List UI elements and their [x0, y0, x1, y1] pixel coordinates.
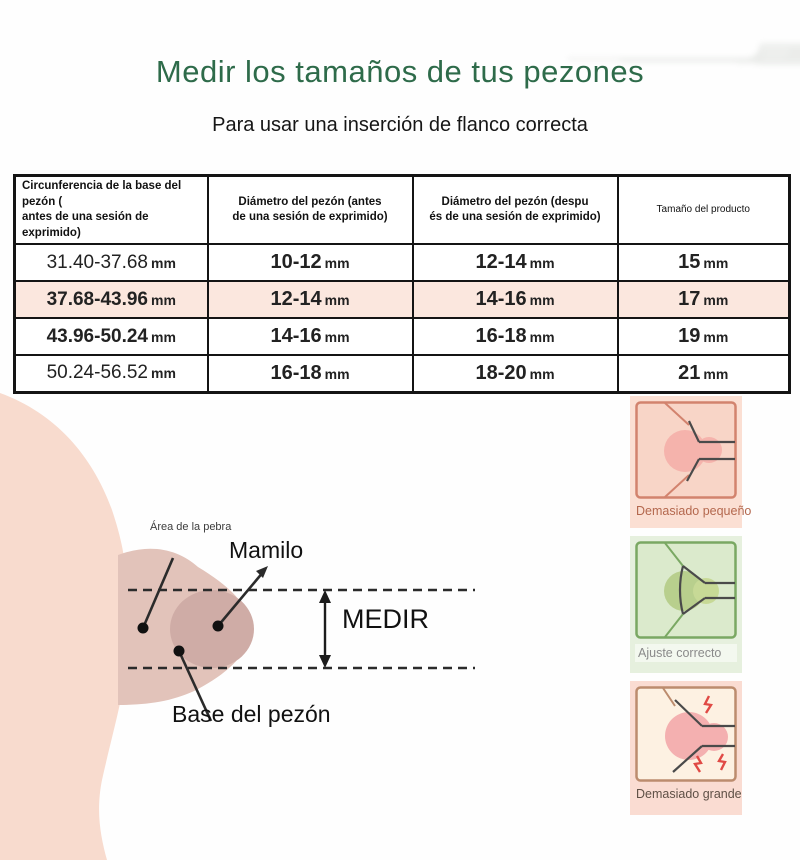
cell-value: 12-14	[475, 251, 527, 274]
cell-diameter-after	[413, 281, 618, 318]
header-line: Tamaño del producto	[656, 204, 750, 216]
cell-value: 10-12	[270, 251, 322, 274]
cell-unit: mm	[324, 365, 350, 382]
cell-diameter-before	[208, 281, 413, 318]
cell-unit: mm	[151, 365, 176, 382]
cell-value: 37.68-43.96	[46, 288, 148, 310]
nipple-label: Mamilo	[229, 537, 304, 563]
breast-measurement-diagram	[0, 385, 560, 860]
cell-unit: mm	[151, 291, 176, 308]
cell-unit: mm	[703, 329, 729, 346]
size-table	[13, 174, 791, 394]
table-row-highlighted	[15, 281, 790, 318]
cell-unit: mm	[151, 254, 176, 271]
cell-circumference	[15, 244, 208, 281]
cell-value: 14-16	[270, 325, 322, 348]
mamilo-leader-arrowhead	[256, 566, 268, 578]
cell-unit: mm	[703, 255, 729, 272]
cell-unit: mm	[703, 292, 729, 309]
table-header-row	[15, 176, 790, 245]
cell-unit: mm	[529, 255, 555, 272]
cell-value: 18-20	[475, 361, 527, 384]
cell-value: 12-14	[270, 288, 322, 311]
table-row	[15, 244, 790, 281]
areola-point	[138, 623, 149, 634]
cell-unit: mm	[529, 365, 555, 382]
cell-unit: mm	[324, 329, 350, 346]
cell-unit: mm	[703, 365, 729, 382]
cell-value: 15	[678, 251, 701, 274]
breast-silhouette	[0, 393, 126, 860]
fit-caption-too-small: Demasiado pequeño	[636, 504, 752, 518]
cell-product-size	[618, 281, 790, 318]
measure-arrowhead-down	[319, 655, 331, 668]
cell-unit: mm	[529, 292, 555, 309]
table-row	[15, 318, 790, 355]
col-header-diameter-before	[208, 176, 413, 245]
cell-value: 16-18	[475, 325, 527, 348]
cell-value: 16-18	[270, 361, 322, 384]
fit-illustration-correct-icon	[635, 541, 737, 639]
cell-unit: mm	[529, 329, 555, 346]
col-header-product-size	[618, 176, 790, 245]
cell-diameter-after	[413, 244, 618, 281]
header-line: antes de una sesión de exprimido)	[22, 211, 149, 239]
cell-product-size	[618, 355, 790, 392]
fit-caption-too-large: Demasiado grande	[636, 787, 742, 801]
cell-value: 17	[678, 288, 701, 311]
header-line: Diámetro del pezón (despu	[441, 195, 589, 208]
cell-value: 21	[678, 361, 701, 384]
page-title: Medir los tamaños de tus pezones	[155, 54, 645, 89]
measure-arrowhead-up	[319, 590, 331, 603]
fit-card-too-small	[630, 396, 752, 528]
col-header-circumference	[15, 176, 208, 245]
cell-diameter-after	[413, 318, 618, 355]
header-line: Circunferencia de la base del pezón (	[22, 180, 182, 208]
cell-value: 14-16	[475, 288, 527, 311]
cell-unit: mm	[151, 328, 176, 345]
cell-value: 19	[678, 325, 701, 348]
cell-circumference	[15, 281, 208, 318]
fit-illustration-too-small-icon	[635, 401, 737, 499]
col-header-diameter-after	[413, 176, 618, 245]
page-subtitle: Para usar una inserción de flanco correcta	[212, 114, 588, 136]
cell-unit: mm	[324, 255, 350, 272]
header-line: és de una sesión de exprimido)	[429, 211, 601, 224]
fit-card-correct	[630, 536, 742, 673]
base-point	[174, 646, 185, 657]
fit-illustration-too-large-icon	[635, 686, 737, 782]
fit-caption-correct: Ajuste correcto	[635, 644, 737, 662]
cell-unit: mm	[324, 292, 350, 309]
nipple-base-label: Base del pezón	[172, 701, 331, 727]
mamilo-point	[213, 621, 224, 632]
header-line: Diámetro del pezón (antes	[238, 195, 382, 208]
cell-value: 43.96-50.24	[46, 325, 148, 347]
cell-product-size	[618, 318, 790, 355]
cell-diameter-before	[208, 244, 413, 281]
cell-diameter-before	[208, 318, 413, 355]
measure-label: MEDIR	[342, 604, 429, 634]
cell-value: 31.40-37.68	[46, 251, 148, 273]
cell-value: 50.24-56.52	[46, 362, 148, 384]
areola-label: Área de la pebra	[150, 521, 232, 533]
cell-circumference	[15, 318, 208, 355]
header-line: de una sesión de exprimido)	[232, 211, 388, 224]
cell-product-size	[618, 244, 790, 281]
fit-card-too-large	[630, 681, 742, 815]
